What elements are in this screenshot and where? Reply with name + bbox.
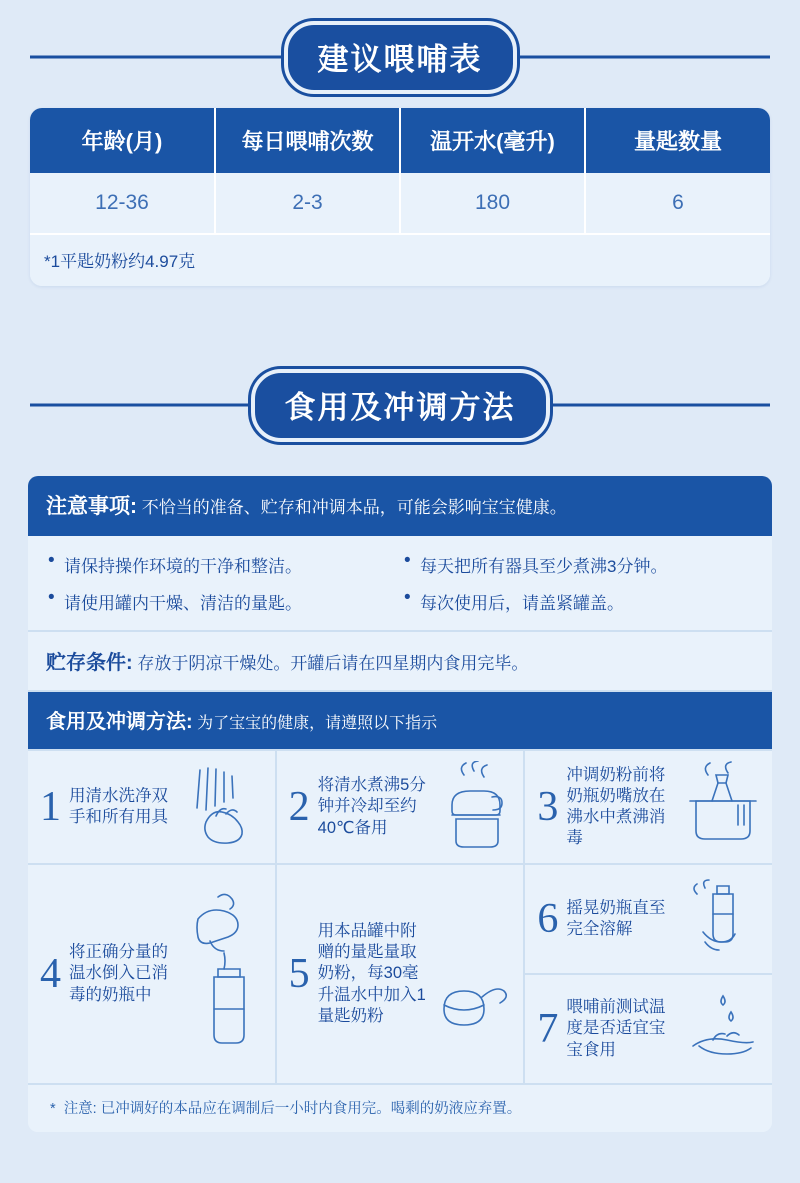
column-header-feeds-per-day: 每日喂哺次数 xyxy=(215,108,400,173)
sterilize-pot-icon xyxy=(680,761,764,853)
step-6 xyxy=(525,865,772,973)
feeding-table-note: *1平匙奶粉约4.97克 xyxy=(30,233,770,286)
table-header-row xyxy=(30,108,770,173)
caution-bullets-right xyxy=(400,546,756,620)
step-2 xyxy=(277,751,524,863)
list-item: • 请使用罐内干燥、清洁的量匙。 xyxy=(64,583,400,620)
cell-scoops: 6 xyxy=(585,173,770,233)
step-6-number: 6 xyxy=(537,896,559,942)
steps-grid xyxy=(28,749,772,1083)
step-1-text: 用清水洗净双手和所有用具 xyxy=(69,786,168,826)
instructions-panel xyxy=(28,476,772,1132)
washing-hands-icon xyxy=(183,764,267,850)
step-4-number: 4 xyxy=(40,951,61,997)
column-header-scoops: 量匙数量 xyxy=(585,108,770,173)
step-1-number: 1 xyxy=(40,784,61,830)
boiling-kettle-icon xyxy=(431,761,515,853)
feeding-table-block xyxy=(30,108,770,286)
step-7 xyxy=(525,975,772,1083)
step-6-text: 摇晃奶瓶直至完全溶解 xyxy=(566,898,666,938)
cell-water: 180 xyxy=(400,173,585,233)
method-text: 为了宝宝的健康，请遵照以下指示 xyxy=(197,715,438,732)
feeding-title-banner xyxy=(0,28,800,86)
storage-label: 贮存条件: xyxy=(46,652,133,674)
footnote-text: 已冲调好的本品应在调制后一小时内食用完。喝剩的奶液应弃置。 xyxy=(100,1101,522,1117)
step-7-text: 喂哺前测试温度是否适宜宝宝食用 xyxy=(566,998,666,1059)
step-5 xyxy=(277,865,524,1083)
caution-bullets xyxy=(28,536,772,632)
caution-bullets-left xyxy=(44,546,400,620)
cell-feeds-per-day: 2-3 xyxy=(215,173,400,233)
usage-title-banner xyxy=(0,375,800,435)
shake-bottle-icon xyxy=(680,876,764,962)
method-label: 食用及冲调方法: xyxy=(46,711,193,733)
column-header-water: 温开水(毫升) xyxy=(400,108,585,173)
footnote-star: * xyxy=(50,1101,56,1117)
test-temperature-icon xyxy=(680,986,764,1072)
step-4 xyxy=(28,865,275,1083)
caution-text: 不恰当的准备、贮存和冲调本品，可能会影响宝宝健康。 xyxy=(141,498,567,517)
column-header-age: 年龄(月) xyxy=(30,108,215,173)
footnote-label: 注意: xyxy=(63,1101,97,1117)
step-3-text: 冲调奶粉前将奶瓶奶嘴放在沸水中煮沸消毒 xyxy=(566,765,666,848)
step-1 xyxy=(28,751,275,863)
step-7-number: 7 xyxy=(537,1006,559,1052)
step-2-text: 将清水煮沸5分钟并冷却至约40℃备用 xyxy=(317,776,426,837)
step-3-number: 3 xyxy=(537,784,559,830)
step-3 xyxy=(525,751,772,863)
method-header xyxy=(28,692,772,749)
pouring-water-icon xyxy=(183,889,267,1059)
usage-title: 食用及冲调方法 xyxy=(251,369,550,442)
feeding-title: 建议喂哺表 xyxy=(284,21,517,94)
list-item: • 请保持操作环境的干净和整洁。 xyxy=(64,546,400,583)
cell-age: 12-36 xyxy=(30,173,215,233)
step-2-number: 2 xyxy=(288,784,310,830)
table-row xyxy=(30,173,770,233)
storage-text: 存放于阴凉干燥处。开罐后请在四星期内食用完毕。 xyxy=(137,654,529,673)
list-item: • 每天把所有器具至少煮沸3分钟。 xyxy=(420,546,756,583)
caution-header xyxy=(28,476,772,536)
step-4-text: 将正确分量的温水倒入已消毒的奶瓶中 xyxy=(69,943,168,1004)
caution-label: 注意事项: xyxy=(46,495,137,518)
step-5-number: 5 xyxy=(288,951,310,997)
steps-footnote xyxy=(28,1083,772,1132)
step-5-text: 用本品罐中附赠的量匙量取奶粉，每30毫升温水中加入1量匙奶粉 xyxy=(317,922,426,1025)
storage-row xyxy=(28,632,772,692)
steps-column-right xyxy=(525,865,772,1083)
feeding-table xyxy=(30,108,770,233)
list-item: • 每次使用后，请盖紧罐盖。 xyxy=(420,583,756,620)
scoop-powder-icon xyxy=(431,889,515,1059)
